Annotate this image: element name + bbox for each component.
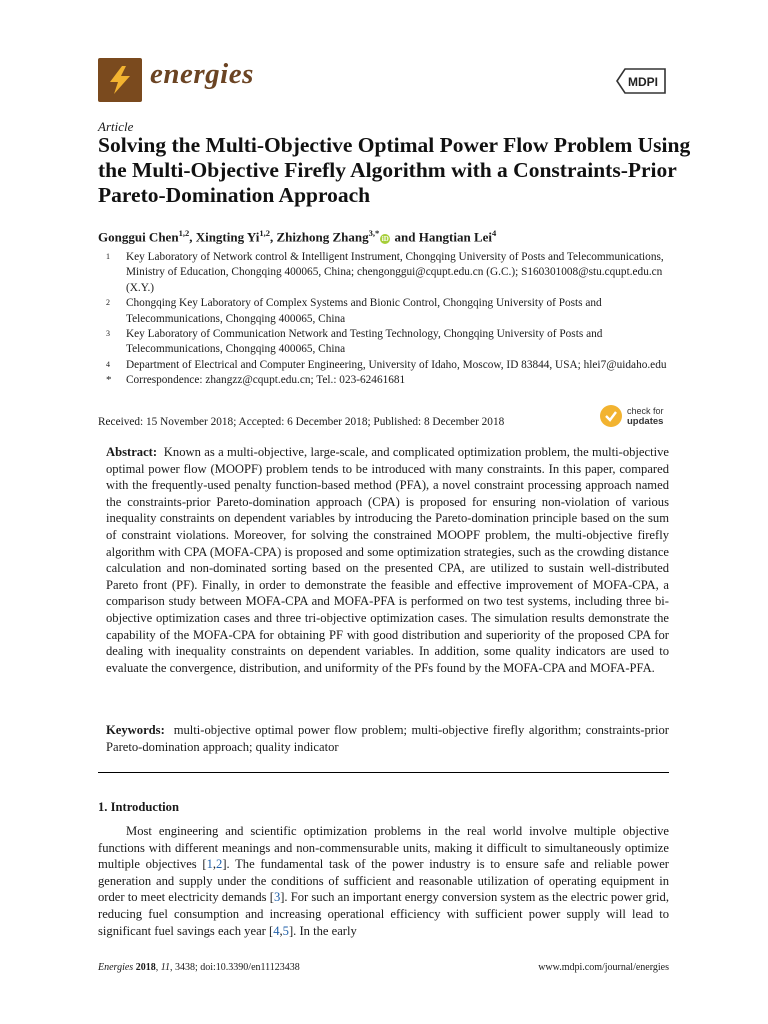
intro-text: ]. The fundamental task of the power industry is to ensure safe and reliable power generation and supply under the conditions of sufficient and reasonable utilization of operating equipment in order to meet electricity demands [ — [98, 857, 669, 905]
correspondence-text: Correspondence: zhangzz@cqupt.edu.cn; Tel.: 023-62461681 — [126, 374, 406, 387]
affiliation-text: Key Laboratory of Network control & Intelligent Instrument, Chongqing University of Posts and Telecommunications, Ministry of Education, Chongqing 400065, China; chengonggui@cqupt.edu.cn (G.C.); S160301008@stu.cqupt.edu.cn (X.Y.) — [126, 251, 664, 294]
affiliation-text: Key Laboratory of Communication Network and Testing Technology, Chongqing University of Posts and Telecommunications, Chongqing 400065, China — [126, 328, 603, 356]
intro-paragraph — [98, 823, 669, 939]
citation-link[interactable]: 5 — [282, 923, 289, 938]
author-name: Zhizhong Zhang — [276, 229, 369, 245]
author-affil-sup: 4 — [492, 228, 497, 238]
affiliation-number: 2 — [106, 298, 110, 308]
footer-volume: 11 — [160, 962, 170, 973]
author-name: Hangtian Lei — [418, 229, 493, 245]
author-separator: , — [270, 229, 277, 245]
paper-title: Solving the Multi-Objective Optimal Power Flow Problem Using the Multi-Objective Firefly Algorithm with a Constraints-Prior Pareto-Domination Approach — [98, 133, 691, 207]
affiliation-item — [98, 358, 673, 373]
correspondence-marker: * — [106, 374, 112, 387]
affiliation-number: 3 — [106, 329, 110, 339]
footer-url[interactable]: www.mdpi.com/journal/energies — [538, 962, 669, 973]
citation-separator: , — [212, 857, 217, 872]
citation-link[interactable]: 1 — [206, 857, 213, 872]
footer-year: 2018 — [135, 962, 156, 973]
intro-text: ]. In the early — [288, 923, 357, 938]
mdpi-logo[interactable] — [613, 66, 669, 96]
citation-link[interactable]: 2 — [216, 857, 223, 872]
mdpi-text: MDPI — [628, 75, 658, 89]
orcid-icon[interactable]: iD — [381, 235, 389, 244]
check-for-updates-button[interactable] — [600, 404, 675, 430]
section-divider — [98, 772, 669, 773]
author-separator: and — [391, 229, 419, 245]
author-affil-sup: 1,2 — [178, 228, 190, 238]
affiliation-number: 1 — [106, 252, 110, 261]
abstract-text: Known as a multi-objective, large-scale, and complicated optimization problem, the multi-objective optimal power flow (MOOPF) problem tends to be introduced with many constraints. In this paper, compared with the frequently-used penalty function-based method (PFA), a novel constraint processing approach named the constraints-prior Pareto-domination approach (CPA) is proposed for ensuring non-violation of various inequality constraints on dependent variables by introducing the Pareto-domination principle based on the sum of constraint violations. Moreover, for solving the constrained MOOPF problem, the multi-objective firefly algorithm with CPA (MOFA-CPA) is proposed and some optimization strategies, such as the crowding distance calculation and non-dominated sorting based on the presented CPA, are utilized to sustain well-distributed Pareto front (PF). Finally, in order to demonstrate the feasible and effective improvement of MOFA-CPA, a comparison study between MOFA-CPA and MOFA-PFA is performed on two test systems, including three bi-objective optimization cases and three tri-objective optimization cases. The simulation results demonstrate the capability of the MOFA-CPA for obtaining PF with good distribution and superiority of the proposed CPA for dealing with inequality constraints on dependent variables. In addition, some quality indicators are used to evaluate the convergence, distribution, and uniformity of the PFs found by the MOFA-CPA and MOFA-PFA. — [106, 445, 669, 675]
footer-journal: Energies — [98, 962, 134, 973]
author-list — [98, 228, 678, 245]
journal-logo-icon — [98, 58, 142, 102]
abstract — [106, 444, 669, 676]
check-updates-icon — [600, 405, 622, 427]
keywords-text: multi-objective optimal power flow problem; multi-objective firefly algorithm; constraints-prior Pareto-domination approach; quality indicator — [106, 723, 669, 754]
publication-dates: Received: 15 November 2018; Accepted: 6 December 2018; Published: 8 December 2018 — [98, 416, 505, 428]
journal-name[interactable]: energies — [150, 58, 254, 90]
citation-link[interactable]: 4 — [273, 923, 280, 938]
affiliation-list — [98, 250, 673, 389]
citation-separator: , — [279, 923, 283, 938]
abstract-label: Abstract: — [106, 445, 158, 459]
affiliation-item — [98, 296, 673, 327]
footer-citation: Energies 2018, 11, 3438; doi:10.3390/en11123438 — [98, 962, 300, 973]
author-separator: , — [189, 229, 196, 245]
intro-text: Most engineering and scientific optimization problems in the real world involve multiple objective functions with different meanings and non-commensurable units, making it difficult to simultaneously optimize multiple objectives [ — [98, 824, 669, 872]
footer-doi: , 3438; doi:10.3390/en11123438 — [169, 962, 300, 973]
check-updates-line1: check for — [627, 406, 664, 416]
author-affil-sup: 3,* — [368, 228, 380, 238]
article-type: Article — [98, 119, 134, 134]
affiliation-item — [98, 327, 673, 358]
citation-link[interactable]: 3 — [273, 890, 281, 905]
author-name: Gonggui Chen — [98, 229, 179, 245]
check-updates-line2: updates — [627, 416, 664, 427]
affiliation-text: Chongqing Key Laboratory of Complex Systems and Bionic Control, Chongqing University of Posts and Telecommunications, Chongqing 400065, China — [126, 297, 602, 325]
affiliation-item — [98, 250, 673, 296]
author-name: Xingting Yi — [195, 229, 260, 245]
author-affil-sup: 1,2 — [259, 228, 270, 238]
keywords — [106, 722, 669, 755]
keywords-label: Keywords: — [106, 723, 165, 737]
affiliation-number: 4 — [106, 359, 110, 369]
correspondence-item — [98, 373, 673, 388]
intro-text: ]. For such an important energy conversion system as the electric power grid, reducing fuel consumption and increasing operational efficiency with sufficient power supply will lead to significant fuel savings each year [ — [98, 890, 669, 938]
section-heading: 1. Introduction — [98, 800, 179, 814]
affiliation-text: Department of Electrical and Computer Engineering, University of Idaho, Moscow, ID 83844, USA; hlei7@uidaho.edu — [126, 358, 667, 371]
